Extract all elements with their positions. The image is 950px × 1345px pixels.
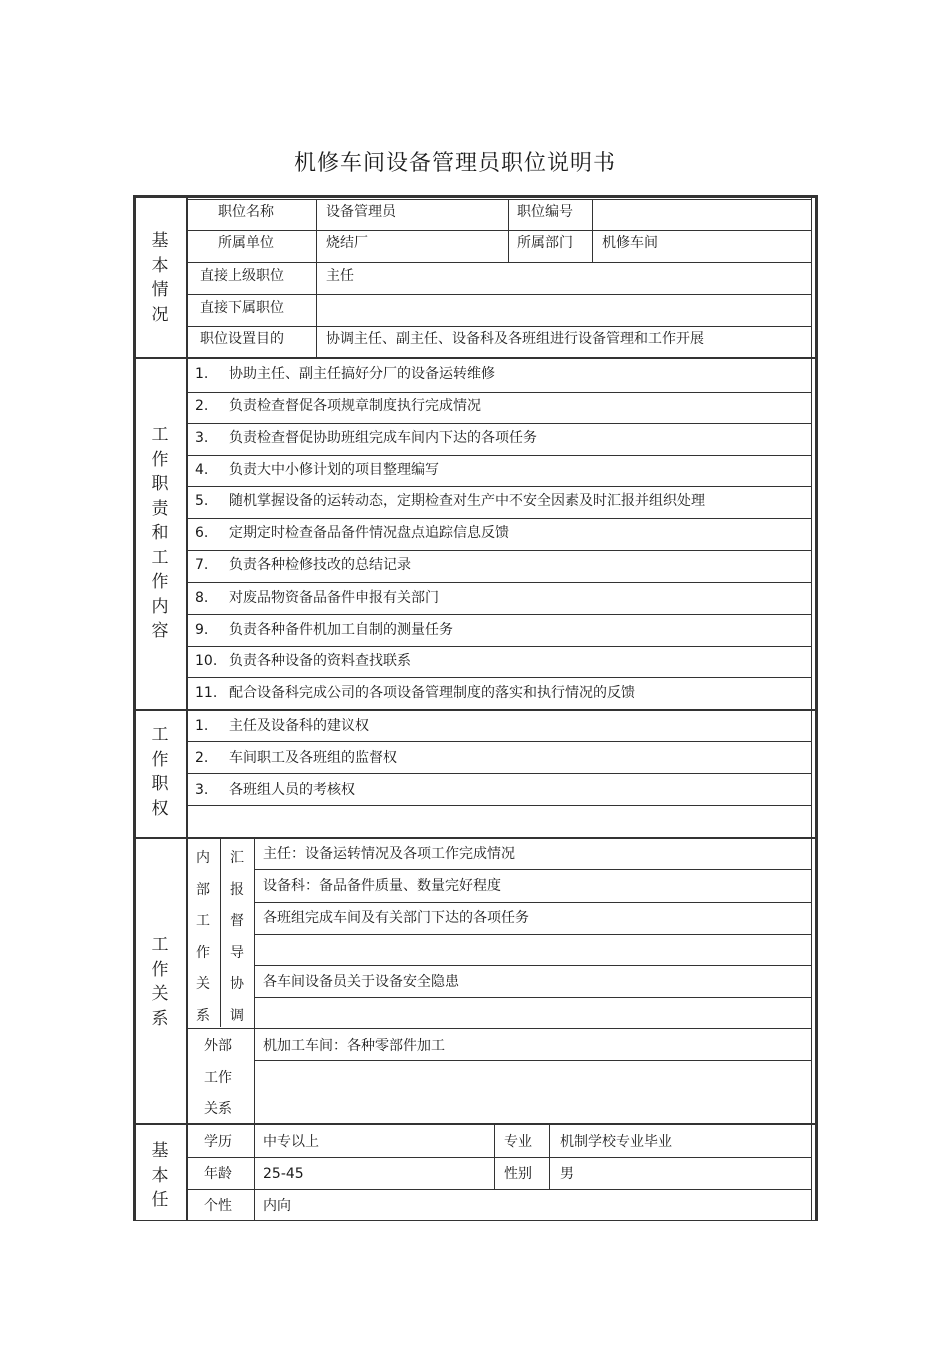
- duty-number: 2.: [195, 398, 209, 414]
- duty-number: 9.: [195, 622, 209, 638]
- row-line: [254, 965, 811, 966]
- row-line: [188, 773, 811, 774]
- unit-label: 所属单位: [218, 235, 274, 251]
- col-line: [254, 839, 255, 1123]
- education-value: 中专以上: [263, 1134, 319, 1150]
- job-description-table: [133, 195, 818, 1221]
- row-line: [188, 550, 811, 551]
- duty-text: 负责检查督促各项规章制度执行完成情况: [229, 398, 481, 414]
- duty-text: 协助主任、副主任搞好分厂的设备运转维修: [229, 366, 495, 382]
- purpose-label: 职位设置目的: [200, 331, 284, 347]
- coordinate-item: 各车间设备员关于设备安全隐患: [263, 974, 459, 990]
- section-label-duties: 工作职责和工作内容: [151, 425, 169, 641]
- row-line: [188, 423, 811, 424]
- report-item: 设备科：备品备件质量、数量完好程度: [263, 878, 501, 894]
- row-line: [254, 997, 811, 998]
- duty-text: 负责各种检修技改的总结记录: [229, 557, 411, 573]
- education-label: 学历: [204, 1134, 232, 1150]
- age-value: 25-45: [263, 1166, 304, 1182]
- external-relations-label: 关系: [204, 1101, 232, 1117]
- unit-value: 烧结厂: [326, 235, 368, 251]
- col-line: [592, 199, 593, 262]
- row-line: [188, 805, 811, 806]
- row-line: [254, 934, 811, 935]
- dept-label: 所属部门: [517, 235, 573, 251]
- section-label-qualification: 基本任: [151, 1141, 169, 1210]
- duty-number: 8.: [195, 590, 209, 606]
- superior-label: 直接上级职位: [200, 268, 284, 284]
- major-label: 专业: [504, 1134, 532, 1150]
- row-line: [188, 614, 811, 615]
- supervise-label: 督导: [230, 913, 244, 961]
- authority-text: 车间职工及各班组的监督权: [229, 750, 397, 766]
- section-label-authority: 工作职权: [151, 725, 169, 819]
- section-label-basic: 基本情况: [151, 231, 169, 325]
- age-label: 年龄: [204, 1166, 232, 1182]
- row-line: [188, 677, 811, 678]
- purpose-value: 协调主任、副主任、设备科及各班组进行设备管理和工作开展: [326, 331, 704, 347]
- section-separator: [136, 357, 815, 359]
- duty-number: 6.: [195, 525, 209, 541]
- section-label-relations: 工作关系: [151, 935, 169, 1029]
- col-line: [254, 1125, 255, 1220]
- row-line: [188, 262, 811, 263]
- row-line: [254, 1028, 811, 1029]
- position-name-value: 设备管理员: [326, 204, 396, 220]
- row-line: [254, 1060, 811, 1061]
- position-no-label: 职位编号: [517, 204, 573, 220]
- row-line: [254, 869, 811, 870]
- section-separator: [136, 837, 815, 839]
- gender-value: 男: [560, 1166, 574, 1182]
- page-title: 机修车间设备管理员职位说明书: [293, 151, 616, 176]
- report-item: 主任：设备运转情况及各项工作完成情况: [263, 846, 515, 862]
- coordinate-label: 协调: [230, 976, 244, 1024]
- duty-text: 负责各种备件机加工自制的测量任务: [229, 622, 453, 638]
- superior-value: 主任: [326, 268, 354, 284]
- duty-text: 负责各种设备的资料查找联系: [229, 653, 411, 669]
- row-line: [188, 646, 811, 647]
- personality-value: 内向: [263, 1198, 291, 1214]
- section-column-divider: [186, 195, 188, 1221]
- duty-number: 10.: [195, 653, 218, 669]
- major-value: 机制学校专业毕业: [560, 1134, 672, 1150]
- table-bottom-line: [133, 1220, 818, 1221]
- internal-relations-label: 内部工作关系: [196, 850, 210, 1024]
- row-line: [254, 902, 811, 903]
- section-separator: [136, 709, 815, 711]
- position-name-label: 职位名称: [218, 204, 274, 220]
- duty-text: 负责检查督促协助班组完成车间内下达的各项任务: [229, 430, 537, 446]
- duty-text: 随机掌握设备的运转动态，定期检查对生产中不安全因素及时汇报并组织处理: [229, 493, 705, 509]
- duty-number: 5.: [195, 493, 209, 509]
- external-relations-label: 工作: [204, 1070, 232, 1086]
- duty-number: 4.: [195, 462, 209, 478]
- supervise-item: 各班组完成车间及有关部门下达的各项任务: [263, 910, 529, 926]
- col-line: [508, 199, 509, 262]
- row-line: [188, 486, 811, 487]
- col-line: [494, 1125, 495, 1189]
- personality-label: 个性: [204, 1198, 232, 1214]
- duty-number: 7.: [195, 557, 209, 573]
- gender-label: 性别: [504, 1166, 532, 1182]
- dept-value: 机修车间: [602, 235, 658, 251]
- row-line: [188, 1157, 811, 1158]
- authority-text: 主任及设备科的建议权: [229, 718, 369, 734]
- duty-text: 配合设备科完成公司的各项设备管理制度的落实和执行情况的反馈: [229, 685, 635, 701]
- row-line: [188, 455, 811, 456]
- row-line: [188, 199, 811, 200]
- duty-text: 对废品物资备品备件申报有关部门: [229, 590, 439, 606]
- row-line: [188, 741, 811, 742]
- authority-number: 2.: [195, 750, 209, 766]
- authority-number: 3.: [195, 782, 209, 798]
- col-line: [220, 839, 221, 1027]
- row-line: [188, 326, 811, 327]
- section-separator: [136, 1123, 815, 1125]
- report-label: 汇报: [230, 850, 244, 898]
- duty-text: 定期定时检查备品备件情况盘点追踪信息反馈: [229, 525, 509, 541]
- external-relations-label: 外部: [204, 1038, 232, 1054]
- row-line: [188, 582, 811, 583]
- row-line: [188, 518, 811, 519]
- row-line: [188, 230, 811, 231]
- duty-number: 3.: [195, 430, 209, 446]
- authority-number: 1.: [195, 718, 209, 734]
- subordinate-label: 直接下属职位: [200, 300, 284, 316]
- row-line: [188, 392, 811, 393]
- duty-text: 负责大中小修计划的项目整理编写: [229, 462, 439, 478]
- duty-number: 1.: [195, 366, 209, 382]
- row-line: [188, 294, 811, 295]
- col-line: [549, 1125, 550, 1189]
- duty-number: 11.: [195, 685, 218, 701]
- col-line: [316, 199, 317, 357]
- external-item: 机加工车间：各种零部件加工: [263, 1038, 445, 1054]
- authority-text: 各班组人员的考核权: [229, 782, 355, 798]
- row-line: [188, 1189, 811, 1190]
